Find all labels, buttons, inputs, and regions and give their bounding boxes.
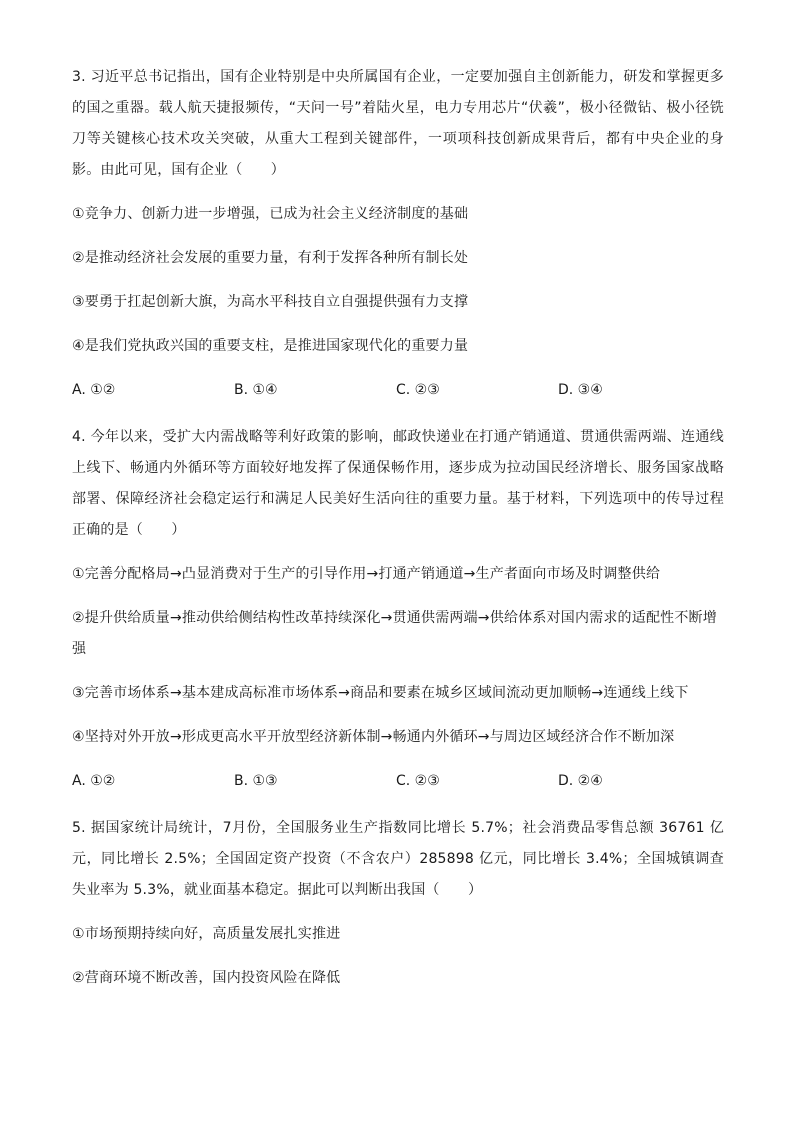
question-3 xyxy=(72,62,724,406)
choice-c: C. ②③ xyxy=(396,773,440,789)
option-3: ③要勇于扛起创新大旗，为高水平科技自立自强提供强有力支撑 xyxy=(72,294,469,310)
option-2: ②是推动经济社会发展的重要力量，有利于发挥各种所有制长处 xyxy=(72,250,469,266)
option-4: ④是我们党执政兴国的重要支柱，是推进国家现代化的重要力量 xyxy=(72,338,469,354)
question-4 xyxy=(72,422,724,797)
option-1: ①市场预期持续向好，高质量发展扎实推进 xyxy=(72,926,341,942)
option-2: ②营商环境不断改善，国内投资风险在降低 xyxy=(72,970,341,986)
choice-d: D. ②④ xyxy=(558,773,603,789)
choice-a: A. ①② xyxy=(72,382,116,398)
option-4: ④坚持对外开放→形成更高水平开放型经济新体制→畅通内外循环→与周边区域经济合作不断加深 xyxy=(72,729,675,745)
option-3: ③完善市场体系→基本建成高标准市场体系→商品和要素在城乡区域间流动更加顺畅→连通线上线下 xyxy=(72,685,689,701)
question-stem: 4. 今年以来，受扩大内需战略等利好政策的影响，邮政快递业在打通产销通道、贯通供需两端、连通线上线下、畅通内外循环等方面较好地发挥了保通保畅作用，逐步成为拉动国民经济增长、服务国家战略部署、保障经济社会稳定运行和满足人民美好生活向往的重要力量。基于材料，下列选项中的传导过程正确的是（ ） xyxy=(72,429,724,538)
choice-a: A. ①② xyxy=(72,773,116,789)
answer-choices xyxy=(72,766,724,797)
choice-c: C. ②③ xyxy=(396,382,440,398)
exam-page xyxy=(72,62,724,994)
option-1: ①完善分配格局→凸显消费对于生产的引导作用→打通产销通道→生产者面向市场及时调整供给 xyxy=(72,566,661,582)
question-5 xyxy=(72,813,724,994)
choice-b: B. ①③ xyxy=(234,773,278,789)
choice-d: D. ③④ xyxy=(558,382,603,398)
question-stem: 5. 据国家统计局统计，7月份，全国服务业生产指数同比增长 5.7%；社会消费品零售总额 36761 亿元，同比增长 2.5%；全国固定资产投资（不含农户）285898 亿元，同比增长 3.4%；全国城镇调查失业率为 5.3%，就业面基本稳定。据此可以判断出我国（ ） xyxy=(72,820,724,898)
choice-b: B. ①④ xyxy=(234,382,278,398)
option-2: ②提升供给质量→推动供给侧结构性改革持续深化→贯通供需两端→供给体系对国内需求的适配性不断增强 xyxy=(72,610,717,657)
answer-choices xyxy=(72,375,724,406)
question-stem: 3. 习近平总书记指出，国有企业特别是中央所属国有企业，一定要加强自主创新能力，研发和掌握更多的国之重器。载人航天捷报频传，“天问一号”着陆火星，电力专用芯片“伏羲”，极小径微钻、极小径铣刀等关键核心技术攻关突破，从重大工程到关键部件，一项项科技创新成果背后，都有中央企业的身影。由此可见，国有企业（ ） xyxy=(72,69,724,178)
option-1: ①竞争力、创新力进一步增强，已成为社会主义经济制度的基础 xyxy=(72,206,469,222)
